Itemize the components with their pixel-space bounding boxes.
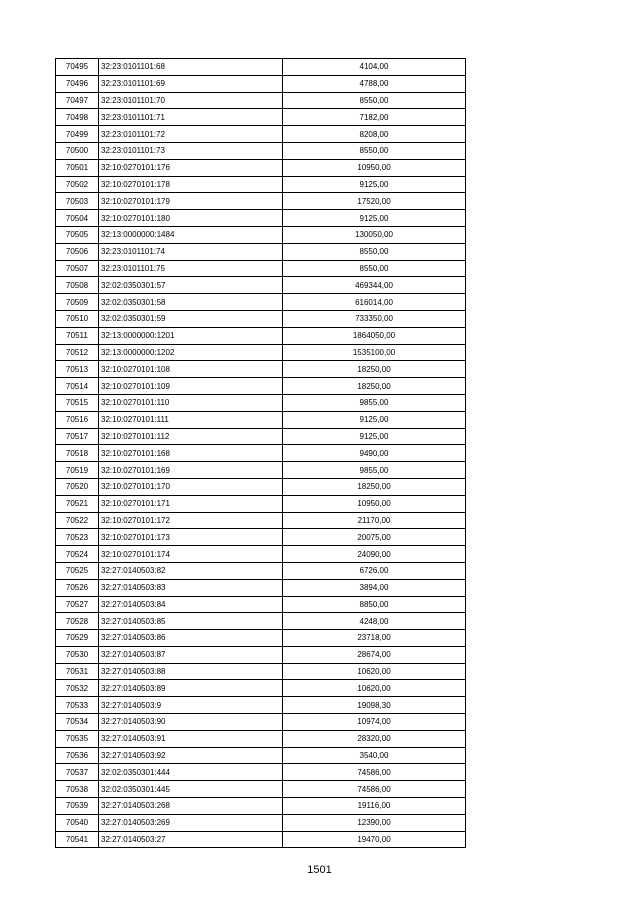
- table-row: [56, 277, 466, 294]
- table-row: [56, 159, 466, 176]
- table-row: [56, 462, 466, 479]
- cadastral-value-cell: 8208,00: [283, 126, 466, 143]
- table-row: [56, 428, 466, 445]
- row-number-cell: 70530: [56, 646, 99, 663]
- cadastral-number-cell: 32:27:0140503:88: [99, 663, 283, 680]
- row-number-cell: 70532: [56, 680, 99, 697]
- cadastral-number-cell: 32:02:0350301:445: [99, 781, 283, 798]
- cadastral-value-cell: 1535100,00: [283, 344, 466, 361]
- cadastral-number-cell: 32:10:0270101:178: [99, 176, 283, 193]
- cadastral-number-cell: 32:23:0101101:72: [99, 126, 283, 143]
- table-row: [56, 781, 466, 798]
- row-number-cell: 70516: [56, 411, 99, 428]
- row-number-cell: 70503: [56, 193, 99, 210]
- row-number-cell: 70534: [56, 714, 99, 731]
- cadastral-value-cell: 3894,00: [283, 579, 466, 596]
- row-number-cell: 70519: [56, 462, 99, 479]
- table-row: [56, 109, 466, 126]
- cadastral-number-cell: 32:23:0101101:75: [99, 260, 283, 277]
- table-row: [56, 193, 466, 210]
- cadastral-number-cell: 32:27:0140503:268: [99, 798, 283, 815]
- row-number-cell: 70538: [56, 781, 99, 798]
- row-number-cell: 70526: [56, 579, 99, 596]
- cadastral-number-cell: 32:23:0101101:71: [99, 109, 283, 126]
- cadastral-number-cell: 32:02:0350301:59: [99, 310, 283, 327]
- cadastral-value-cell: 10620,00: [283, 680, 466, 697]
- cadastral-number-cell: 32:10:0270101:171: [99, 495, 283, 512]
- row-number-cell: 70513: [56, 361, 99, 378]
- cadastral-number-cell: 32:13:0000000:1201: [99, 327, 283, 344]
- row-number-cell: 70510: [56, 310, 99, 327]
- row-number-cell: 70504: [56, 210, 99, 227]
- cadastral-value-cell: 4788,00: [283, 75, 466, 92]
- cadastral-number-cell: 32:10:0270101:168: [99, 445, 283, 462]
- cadastral-number-cell: 32:27:0140503:86: [99, 630, 283, 647]
- table-row: [56, 310, 466, 327]
- table-row: [56, 764, 466, 781]
- table-row: [56, 495, 466, 512]
- row-number-cell: 70512: [56, 344, 99, 361]
- table-row: [56, 361, 466, 378]
- cadastral-value-cell: 24090,00: [283, 546, 466, 563]
- row-number-cell: 70524: [56, 546, 99, 563]
- cadastral-value-cell: 9125,00: [283, 428, 466, 445]
- cadastral-value-cell: 8550,00: [283, 92, 466, 109]
- cadastral-number-cell: 32:10:0270101:110: [99, 394, 283, 411]
- cadastral-number-cell: 32:02:0350301:444: [99, 764, 283, 781]
- row-number-cell: 70497: [56, 92, 99, 109]
- cadastral-value-cell: 28674,00: [283, 646, 466, 663]
- cadastral-number-cell: 32:10:0270101:109: [99, 378, 283, 395]
- table-row: [56, 75, 466, 92]
- row-number-cell: 70539: [56, 798, 99, 815]
- cadastral-number-cell: 32:10:0270101:111: [99, 411, 283, 428]
- cadastral-value-cell: 1864050,00: [283, 327, 466, 344]
- row-number-cell: 70515: [56, 394, 99, 411]
- cadastral-number-cell: 32:10:0270101:173: [99, 529, 283, 546]
- table-row: [56, 814, 466, 831]
- row-number-cell: 70533: [56, 697, 99, 714]
- table-row: [56, 697, 466, 714]
- table-row: [56, 411, 466, 428]
- table-row: [56, 445, 466, 462]
- table-row: [56, 646, 466, 663]
- row-number-cell: 70522: [56, 512, 99, 529]
- row-number-cell: 70498: [56, 109, 99, 126]
- table-row: [56, 831, 466, 848]
- cadastral-value-cell: 28320,00: [283, 730, 466, 747]
- cadastral-value-cell: 18250,00: [283, 478, 466, 495]
- cadastral-number-cell: 32:23:0101101:69: [99, 75, 283, 92]
- table-row: [56, 176, 466, 193]
- row-number-cell: 70525: [56, 562, 99, 579]
- table-row: [56, 92, 466, 109]
- cadastral-value-cell: 9855,00: [283, 462, 466, 479]
- row-number-cell: 70505: [56, 226, 99, 243]
- cadastral-number-cell: 32:27:0140503:87: [99, 646, 283, 663]
- cadastral-value-cell: 9490,00: [283, 445, 466, 462]
- cadastral-value-cell: 4104,00: [283, 59, 466, 76]
- table-row: [56, 596, 466, 613]
- cadastral-number-cell: 32:13:0000000:1484: [99, 226, 283, 243]
- cadastral-value-cell: 130050,00: [283, 226, 466, 243]
- table-row: [56, 680, 466, 697]
- table-row: [56, 226, 466, 243]
- cadastral-number-cell: 32:27:0140503:269: [99, 814, 283, 831]
- table-row: [56, 798, 466, 815]
- cadastral-value-cell: 9125,00: [283, 411, 466, 428]
- cadastral-number-cell: 32:27:0140503:27: [99, 831, 283, 848]
- cadastral-value-cell: 9125,00: [283, 210, 466, 227]
- cadastral-value-cell: 10620,00: [283, 663, 466, 680]
- table-row: [56, 546, 466, 563]
- cadastral-number-cell: 32:23:0101101:70: [99, 92, 283, 109]
- row-number-cell: 70500: [56, 142, 99, 159]
- cadastral-number-cell: 32:10:0270101:176: [99, 159, 283, 176]
- row-number-cell: 70541: [56, 831, 99, 848]
- cadastral-number-cell: 32:27:0140503:91: [99, 730, 283, 747]
- cadastral-number-cell: 32:02:0350301:58: [99, 294, 283, 311]
- table-row: [56, 562, 466, 579]
- row-number-cell: 70521: [56, 495, 99, 512]
- row-number-cell: 70507: [56, 260, 99, 277]
- row-number-cell: 70523: [56, 529, 99, 546]
- cadastral-number-cell: 32:27:0140503:92: [99, 747, 283, 764]
- row-number-cell: 70499: [56, 126, 99, 143]
- row-number-cell: 70518: [56, 445, 99, 462]
- cadastral-number-cell: 32:27:0140503:84: [99, 596, 283, 613]
- row-number-cell: 70511: [56, 327, 99, 344]
- cadastral-value-cell: 10950,00: [283, 495, 466, 512]
- cadastral-number-cell: 32:10:0270101:108: [99, 361, 283, 378]
- row-number-cell: 70514: [56, 378, 99, 395]
- cadastral-value-cell: 8550,00: [283, 243, 466, 260]
- cadastral-value-cell: 3540,00: [283, 747, 466, 764]
- cadastral-value-table: [55, 58, 466, 848]
- table-body: [56, 59, 466, 848]
- cadastral-number-cell: 32:10:0270101:112: [99, 428, 283, 445]
- table-row: [56, 478, 466, 495]
- table-row: [56, 210, 466, 227]
- row-number-cell: 70520: [56, 478, 99, 495]
- cadastral-number-cell: 32:10:0270101:174: [99, 546, 283, 563]
- table-row: [56, 613, 466, 630]
- cadastral-value-cell: 19470,00: [283, 831, 466, 848]
- cadastral-value-cell: 19116,00: [283, 798, 466, 815]
- row-number-cell: 70529: [56, 630, 99, 647]
- table-row: [56, 378, 466, 395]
- row-number-cell: 70496: [56, 75, 99, 92]
- cadastral-number-cell: 32:23:0101101:74: [99, 243, 283, 260]
- cadastral-number-cell: 32:27:0140503:82: [99, 562, 283, 579]
- row-number-cell: 70501: [56, 159, 99, 176]
- table-row: [56, 579, 466, 596]
- cadastral-value-cell: 19098,30: [283, 697, 466, 714]
- cadastral-number-cell: 32:10:0270101:172: [99, 512, 283, 529]
- cadastral-number-cell: 32:27:0140503:90: [99, 714, 283, 731]
- cadastral-value-cell: 8550,00: [283, 142, 466, 159]
- row-number-cell: 70502: [56, 176, 99, 193]
- table-row: [56, 243, 466, 260]
- page-number: 1501: [307, 864, 332, 876]
- cadastral-value-cell: 733350,00: [283, 310, 466, 327]
- row-number-cell: 70537: [56, 764, 99, 781]
- cadastral-value-cell: 6726,00: [283, 562, 466, 579]
- cadastral-number-cell: 32:10:0270101:179: [99, 193, 283, 210]
- cadastral-number-cell: 32:10:0270101:169: [99, 462, 283, 479]
- table-row: [56, 327, 466, 344]
- row-number-cell: 70517: [56, 428, 99, 445]
- row-number-cell: 70508: [56, 277, 99, 294]
- row-number-cell: 70506: [56, 243, 99, 260]
- table-row: [56, 394, 466, 411]
- cadastral-number-cell: 32:13:0000000:1202: [99, 344, 283, 361]
- cadastral-value-cell: 8850,00: [283, 596, 466, 613]
- cadastral-value-cell: 18250,00: [283, 378, 466, 395]
- cadastral-value-cell: 74586,00: [283, 764, 466, 781]
- cadastral-number-cell: 32:27:0140503:85: [99, 613, 283, 630]
- cadastral-value-cell: 10974,00: [283, 714, 466, 731]
- table-row: [56, 529, 466, 546]
- table-row: [56, 714, 466, 731]
- row-number-cell: 70495: [56, 59, 99, 76]
- cadastral-number-cell: 32:23:0101101:68: [99, 59, 283, 76]
- cadastral-value-cell: 10950,00: [283, 159, 466, 176]
- table-row: [56, 126, 466, 143]
- table-row: [56, 260, 466, 277]
- table-row: [56, 663, 466, 680]
- cadastral-number-cell: 32:27:0140503:9: [99, 697, 283, 714]
- cadastral-value-cell: 4248,00: [283, 613, 466, 630]
- cadastral-number-cell: 32:10:0270101:170: [99, 478, 283, 495]
- table-row: [56, 59, 466, 76]
- cadastral-value-cell: 20075,00: [283, 529, 466, 546]
- cadastral-value-cell: 616014,00: [283, 294, 466, 311]
- table-row: [56, 730, 466, 747]
- cadastral-value-cell: 469344,00: [283, 277, 466, 294]
- cadastral-number-cell: 32:02:0350301:57: [99, 277, 283, 294]
- cadastral-value-cell: 8550,00: [283, 260, 466, 277]
- cadastral-value-cell: 9855,00: [283, 394, 466, 411]
- row-number-cell: 70540: [56, 814, 99, 831]
- cadastral-value-cell: 17520,00: [283, 193, 466, 210]
- cadastral-value-cell: 21170,00: [283, 512, 466, 529]
- cadastral-value-cell: 18250,00: [283, 361, 466, 378]
- cadastral-value-cell: 23718,00: [283, 630, 466, 647]
- row-number-cell: 70531: [56, 663, 99, 680]
- cadastral-value-cell: 12390,00: [283, 814, 466, 831]
- cadastral-value-cell: 7182,00: [283, 109, 466, 126]
- row-number-cell: 70527: [56, 596, 99, 613]
- table-row: [56, 512, 466, 529]
- cadastral-value-cell: 9125,00: [283, 176, 466, 193]
- row-number-cell: 70509: [56, 294, 99, 311]
- cadastral-number-cell: 32:10:0270101:180: [99, 210, 283, 227]
- table-row: [56, 747, 466, 764]
- cadastral-value-cell: 74586,00: [283, 781, 466, 798]
- row-number-cell: 70536: [56, 747, 99, 764]
- table-row: [56, 142, 466, 159]
- cadastral-number-cell: 32:23:0101101:73: [99, 142, 283, 159]
- table-row: [56, 344, 466, 361]
- table-row: [56, 630, 466, 647]
- row-number-cell: 70535: [56, 730, 99, 747]
- cadastral-number-cell: 32:27:0140503:89: [99, 680, 283, 697]
- table-row: [56, 294, 466, 311]
- row-number-cell: 70528: [56, 613, 99, 630]
- cadastral-number-cell: 32:27:0140503:83: [99, 579, 283, 596]
